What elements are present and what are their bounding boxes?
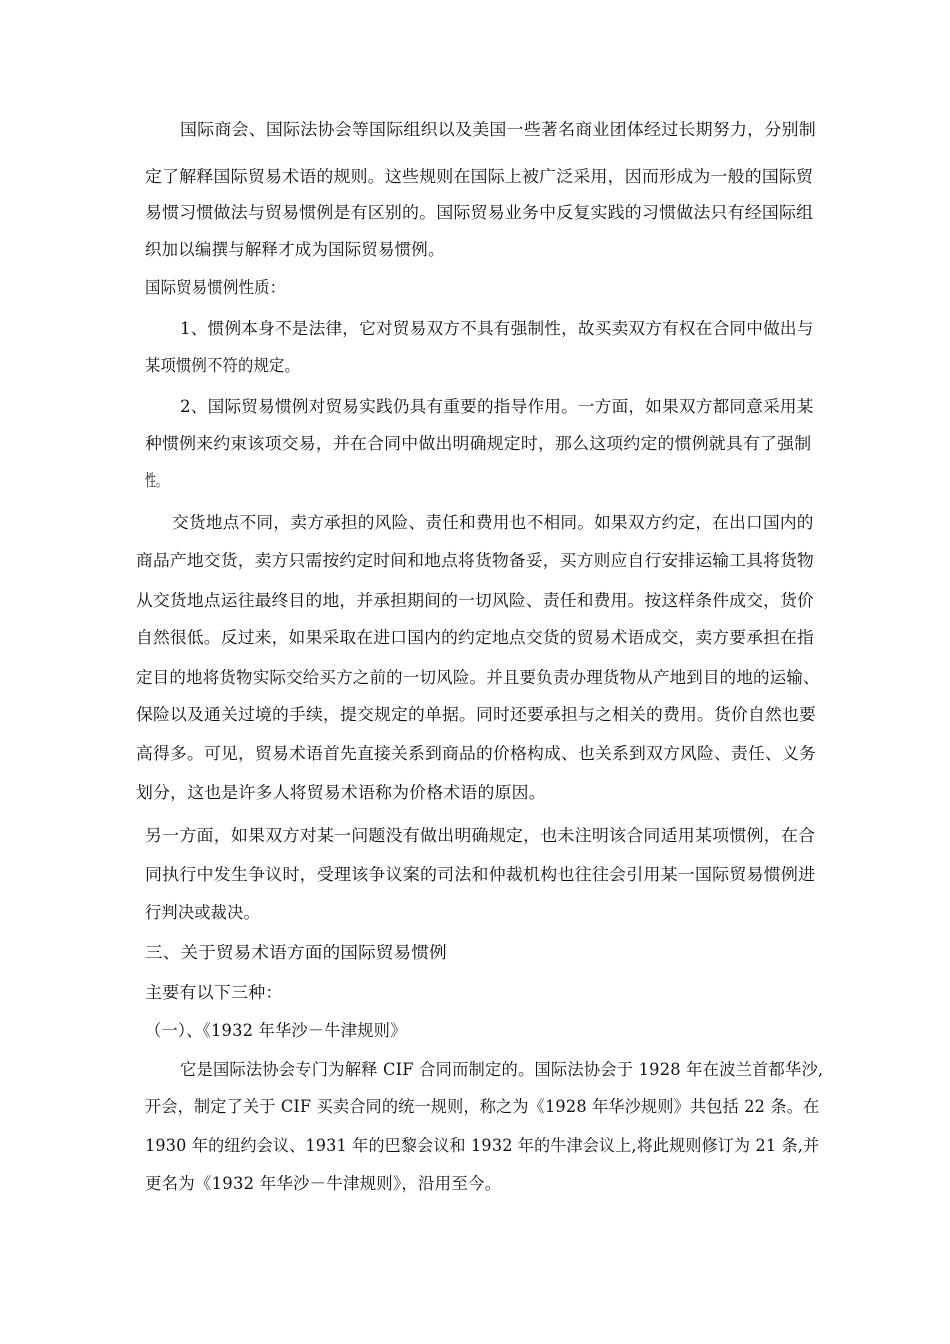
paragraph-8-line-1: 主要有以下三种： (145, 983, 283, 1002)
paragraph-1-line-3: 易惯习惯做法与贸易惯例是有区别的。国际贸易业务中反复实践的习惯做法只有经国际组 (145, 203, 814, 222)
paragraph-1-line-1: 国际商会、国际法协会等国际组织以及美国一些著名商业团体经过长期努力，分别制 (180, 120, 816, 139)
paragraph-3-line-1: 1、惯例本身不是法律，它对贸易双方不具有强制性，故买卖双方有权在合同中做出与 (180, 319, 814, 338)
paragraph-10-line-2: 开会，制定了关于 CIF 买卖合同的统一规则，称之为《1928 年华沙规则》共包括 22 条。在 (145, 1097, 820, 1116)
paragraph-5-line-2: 商品产地交货，卖方只需按约定时间和地点将货物备妥，买方则应自行安排运输工具将货物 (136, 551, 814, 570)
paragraph-10-line-3: 1930 年的纽约会议、1931 年的巴黎会议和 1932 年的牛津会议上,将此规则修订为 21 条,并 (145, 1136, 820, 1155)
paragraph-1-line-2: 定了解释国际贸易术语的规则。这些规则在国际上被广泛采用，因而形成为一般的国际贸 (145, 167, 814, 186)
paragraph-4-line-2: 种惯例来约束该项交易，并在合同中做出明确规定时，那么这项约定的惯例就具有了强制 (145, 434, 812, 453)
paragraph-3-line-2: 某项惯例不符的规定。 (145, 356, 300, 375)
paragraph-5-line-5: 定目的地将货物实际交给买方之前的一切风险。并且要负责办理货物从产地到目的地的运输、 (136, 668, 820, 687)
paragraph-10-line-4: 更名为《1932 年华沙－牛津规则》，沿用至今。 (145, 1174, 502, 1193)
paragraph-4-line-1: 2、国际贸易惯例对贸易实践仍具有重要的指导作用。一方面，如果双方都同意采用某 (180, 397, 814, 416)
paragraph-5-line-6: 保险以及通关过境的手续，提交规定的单据。同时还要承担与之相关的费用。货价自然也要 (136, 705, 817, 724)
paragraph-10-line-1: 它是国际法协会专门为解释 CIF 合同而制定的。国际法协会于 1928 年在波兰首都华沙, (180, 1060, 824, 1079)
paragraph-5-line-7: 高得多。可见，贸易术语首先直接关系到商品的价格构成、也关系到双方风险、责任、义务 (136, 744, 817, 763)
paragraph-6-line-3: 行判决或裁决。 (145, 903, 260, 922)
paragraph-5-line-1: 交货地点不同，卖方承担的风险、责任和费用也不相同。如果双方约定，在出口国内的 (172, 513, 814, 532)
paragraph-5-line-4: 自然很低。反过来，如果采取在进口国内的约定地点交货的贸易术语成交，卖方要承担在指 (136, 628, 814, 647)
paragraph-4-line-3: 性。 (145, 471, 168, 490)
paragraph-2-line-1: 国际贸易惯例性质： (145, 278, 286, 297)
paragraph-5-line-8: 划分，这也是许多人将贸易术语称为价格术语的原因。 (136, 783, 546, 802)
paragraph-6-line-1: 另一方面，如果双方对某一问题没有做出明确规定，也未注明该合同适用某项惯例，在合 (145, 826, 816, 845)
paragraph-5-line-3: 从交货地点运往最终目的地，并承担期间的一切风险、责任和费用。按这样条件成交，货价 (136, 591, 814, 610)
paragraph-6-line-2: 同执行中发生争议时，受理该争议案的司法和仲裁机构也往往会引用某一国际贸易惯例进 (145, 865, 816, 884)
paragraph-1-line-4: 织加以编撰与解释才成为国际贸易惯例。 (145, 240, 445, 259)
paragraph-7-line-1: 三、关于贸易术语方面的国际贸易惯例 (145, 943, 447, 962)
paragraph-9-line-1: （一）、《1932 年华沙－牛津规则》 (145, 1021, 407, 1040)
